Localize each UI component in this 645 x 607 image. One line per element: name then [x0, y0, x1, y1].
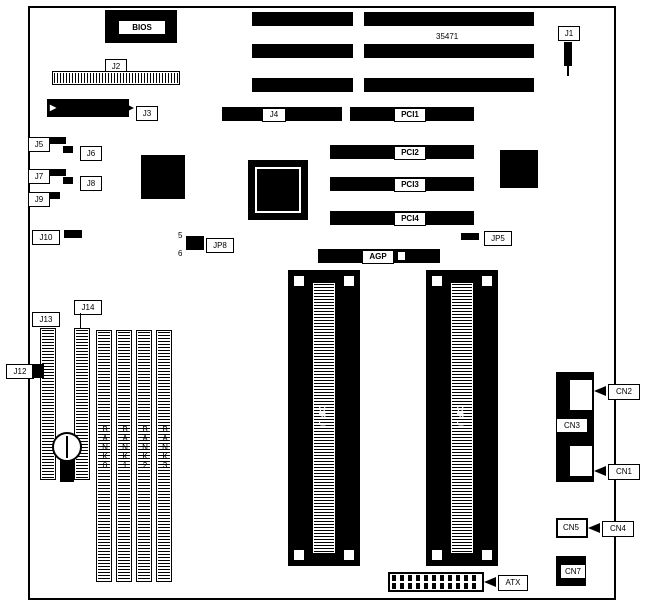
label-j6: J6	[80, 146, 102, 161]
battery-lead	[66, 436, 68, 458]
connector-atx-pins-top	[392, 575, 480, 581]
connector-j3-arrow: ▶	[50, 103, 57, 112]
cpu-slot-1-mount-tl	[292, 274, 306, 288]
label-cn5: CN5	[558, 521, 584, 534]
label-j4: J4	[262, 108, 286, 122]
isa-slot-4	[364, 44, 534, 58]
cpu-slot-1-mount-tr	[342, 274, 356, 288]
label-pci1: PCI1	[394, 108, 426, 122]
label-j12: J12	[6, 364, 34, 379]
connector-cn1-port	[568, 444, 594, 478]
jumper-j10	[64, 230, 82, 238]
jp8-pin-5: 5	[178, 231, 183, 240]
j14-lead	[80, 313, 81, 329]
battery-base	[60, 460, 74, 482]
jp8-pin-6: 6	[178, 249, 183, 258]
cpu-slot-2-mount-tl	[430, 274, 444, 288]
cpu-slot-2-mount-br	[480, 548, 494, 562]
chipset-northbridge-core	[255, 167, 301, 213]
label-bank2-text: BANK2	[140, 425, 150, 470]
label-j13: J13	[32, 312, 60, 327]
label-agp: AGP	[362, 250, 394, 264]
isa-slot-1	[252, 12, 353, 26]
label-bank0	[100, 425, 109, 472]
chipset-southbridge	[141, 155, 185, 199]
label-j14: J14	[74, 300, 102, 315]
jumper-jp5	[461, 233, 479, 240]
chipset-extra	[500, 150, 538, 188]
agp-key	[398, 252, 405, 260]
connector-j12	[32, 364, 44, 378]
label-cn3: CN3	[556, 418, 588, 433]
connector-atx-pins-bottom	[392, 583, 480, 589]
cpu-slot-2-mount-tr	[480, 274, 494, 288]
jumper-jp8	[186, 236, 204, 250]
label-j2: J2	[105, 59, 127, 74]
isa-slot-5	[252, 78, 353, 92]
connector-j3	[47, 99, 129, 117]
label-bank0-text: BANK0	[100, 425, 110, 470]
label-jp5: JP5	[484, 231, 512, 246]
label-cn4: CN4	[602, 521, 634, 537]
jumper-j5	[50, 137, 66, 144]
label-bank3-text: BANK3	[160, 425, 170, 470]
header-j2-pins	[54, 73, 178, 83]
cpu-slot-2-mount-bl	[430, 548, 444, 562]
connector-cn2-port	[568, 378, 594, 412]
label-atx: ATX	[498, 575, 528, 591]
label-pci2: PCI2	[394, 146, 426, 160]
cpu-slot-1-label: CPU	[317, 405, 327, 428]
bios-label: BIOS	[118, 20, 166, 35]
label-j3: J3	[136, 106, 158, 121]
connector-j13-pins	[42, 330, 54, 478]
label-pci4: PCI4	[394, 212, 426, 226]
label-jp8: JP8	[206, 238, 234, 253]
isa-slot-2	[364, 12, 534, 26]
label-bank1-text: BANK1	[120, 425, 130, 470]
label-j7: J7	[28, 169, 50, 184]
board-number: 35471	[436, 32, 459, 41]
isa-slot-6	[364, 78, 534, 92]
label-j1: J1	[558, 26, 580, 41]
connector-j1	[564, 42, 572, 66]
label-cn7: CN7	[560, 564, 586, 579]
label-bank1	[120, 425, 129, 472]
jumper-j9	[50, 192, 60, 199]
label-cn1: CN1	[608, 464, 640, 480]
jumper-j8	[63, 177, 73, 184]
label-j9: J9	[28, 192, 50, 207]
cpu-slot-2-label: CPU	[455, 405, 465, 428]
label-j8: J8	[80, 176, 102, 191]
isa-slot-3	[252, 44, 353, 58]
jumper-j7	[50, 169, 66, 176]
label-pci3: PCI3	[394, 178, 426, 192]
label-cn2: CN2	[608, 384, 640, 400]
label-j5: J5	[28, 137, 50, 152]
cpu-slot-1-mount-br	[342, 548, 356, 562]
label-bank3	[160, 425, 169, 472]
label-j10: J10	[32, 230, 60, 245]
j1-lead	[567, 66, 569, 76]
label-bank2	[140, 425, 149, 472]
cpu-slot-1-mount-bl	[292, 548, 306, 562]
jumper-j6	[63, 146, 73, 153]
